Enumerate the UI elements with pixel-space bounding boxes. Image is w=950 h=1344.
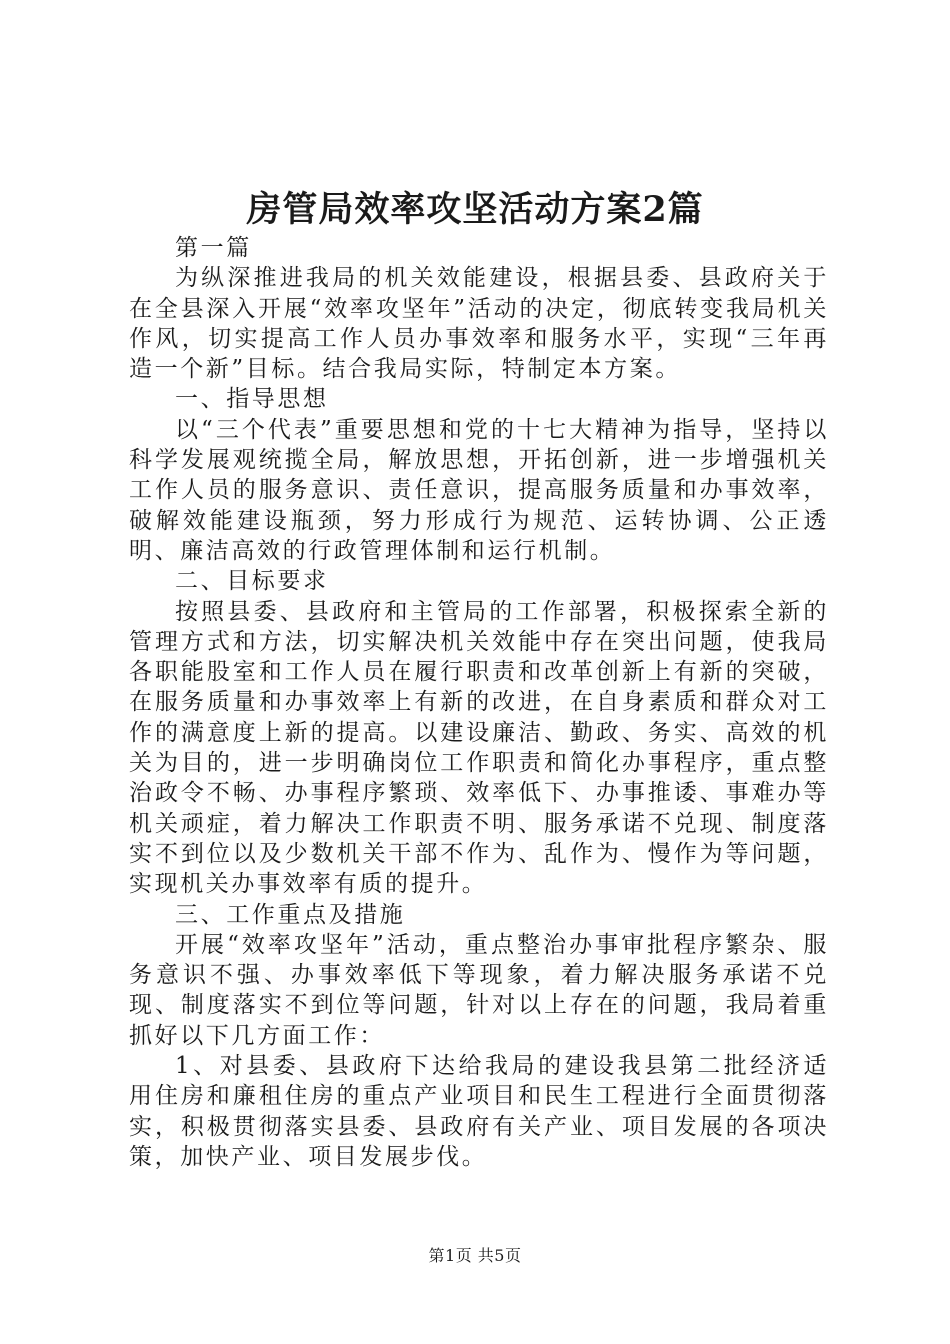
section-heading: 三、工作重点及措施: [175, 901, 406, 928]
section-heading: 一、指导思想: [175, 386, 329, 413]
body-paragraph: 为纵深推进我局的机关效能建设，根据县委、县政府关于在全县深入开展“效率攻坚年”活动的决定，彻底转变我局机关作风，切实提高工作人员办事效率和服务水平，实现“三年再造一个新”目标。结合我局实际，特制定本方案。: [129, 265, 829, 383]
document-body: [129, 233, 829, 1172]
body-paragraph: 以“三个代表”重要思想和党的十七大精神为指导，坚持以科学发展观统揽全局，解放思想，开拓创新，进一步增强机关工作人员的服务意识、责任意识，提高服务质量和办事效率，破解效能建设瓶颈，努力形成行为规范、运转协调、公正透明、廉洁高效的行政管理体制和运行机制。: [129, 416, 829, 564]
section-label: 第一篇: [175, 235, 252, 261]
body-paragraph: 开展“效率攻坚年”活动，重点整治办事审批程序繁杂、服务意识不强、办事效率低下等现象，着力解决服务承诺不兑现、制度落实不到位等问题，针对以上存在的问题，我局着重抓好以下几方面工作：: [129, 931, 829, 1049]
body-paragraph: 按照县委、县政府和主管局的工作部署，积极探索全新的管理方式和方法，切实解决机关效能中存在突出问题，使我局各职能股室和工作人员在履行职责和改革创新上有新的突破，在服务质量和办事效率上有新的改进，在自身素质和群众对工作的满意度上新的提高。以建设廉洁、勤政、务实、高效的机关为目的，进一步明确岗位工作职责和简化办事程序，重点整治政令不畅、办事程序繁琐、效率低下、办事推诿、事难办等机关顽症，着力解决工作职责不明、服务承诺不兑现、制度落实不到位以及少数机关干部不作为、乱作为、慢作为等问题，实现机关办事效率有质的提升。: [129, 598, 829, 898]
page-footer: 第1页 共5页: [428, 1246, 522, 1265]
body-paragraph: 1、对县委、县政府下达给我局的建设我县第二批经济适用住房和廉租住房的重点产业项目和民生工程进行全面贯彻落实，积极贯彻落实县委、县政府有关产业、项目发展的各项决策，加快产业、项目发展步伐。: [129, 1053, 829, 1170]
document-title: 房管局效率攻坚活动方案2篇: [246, 189, 704, 230]
section-heading: 二、目标要求: [175, 568, 329, 595]
